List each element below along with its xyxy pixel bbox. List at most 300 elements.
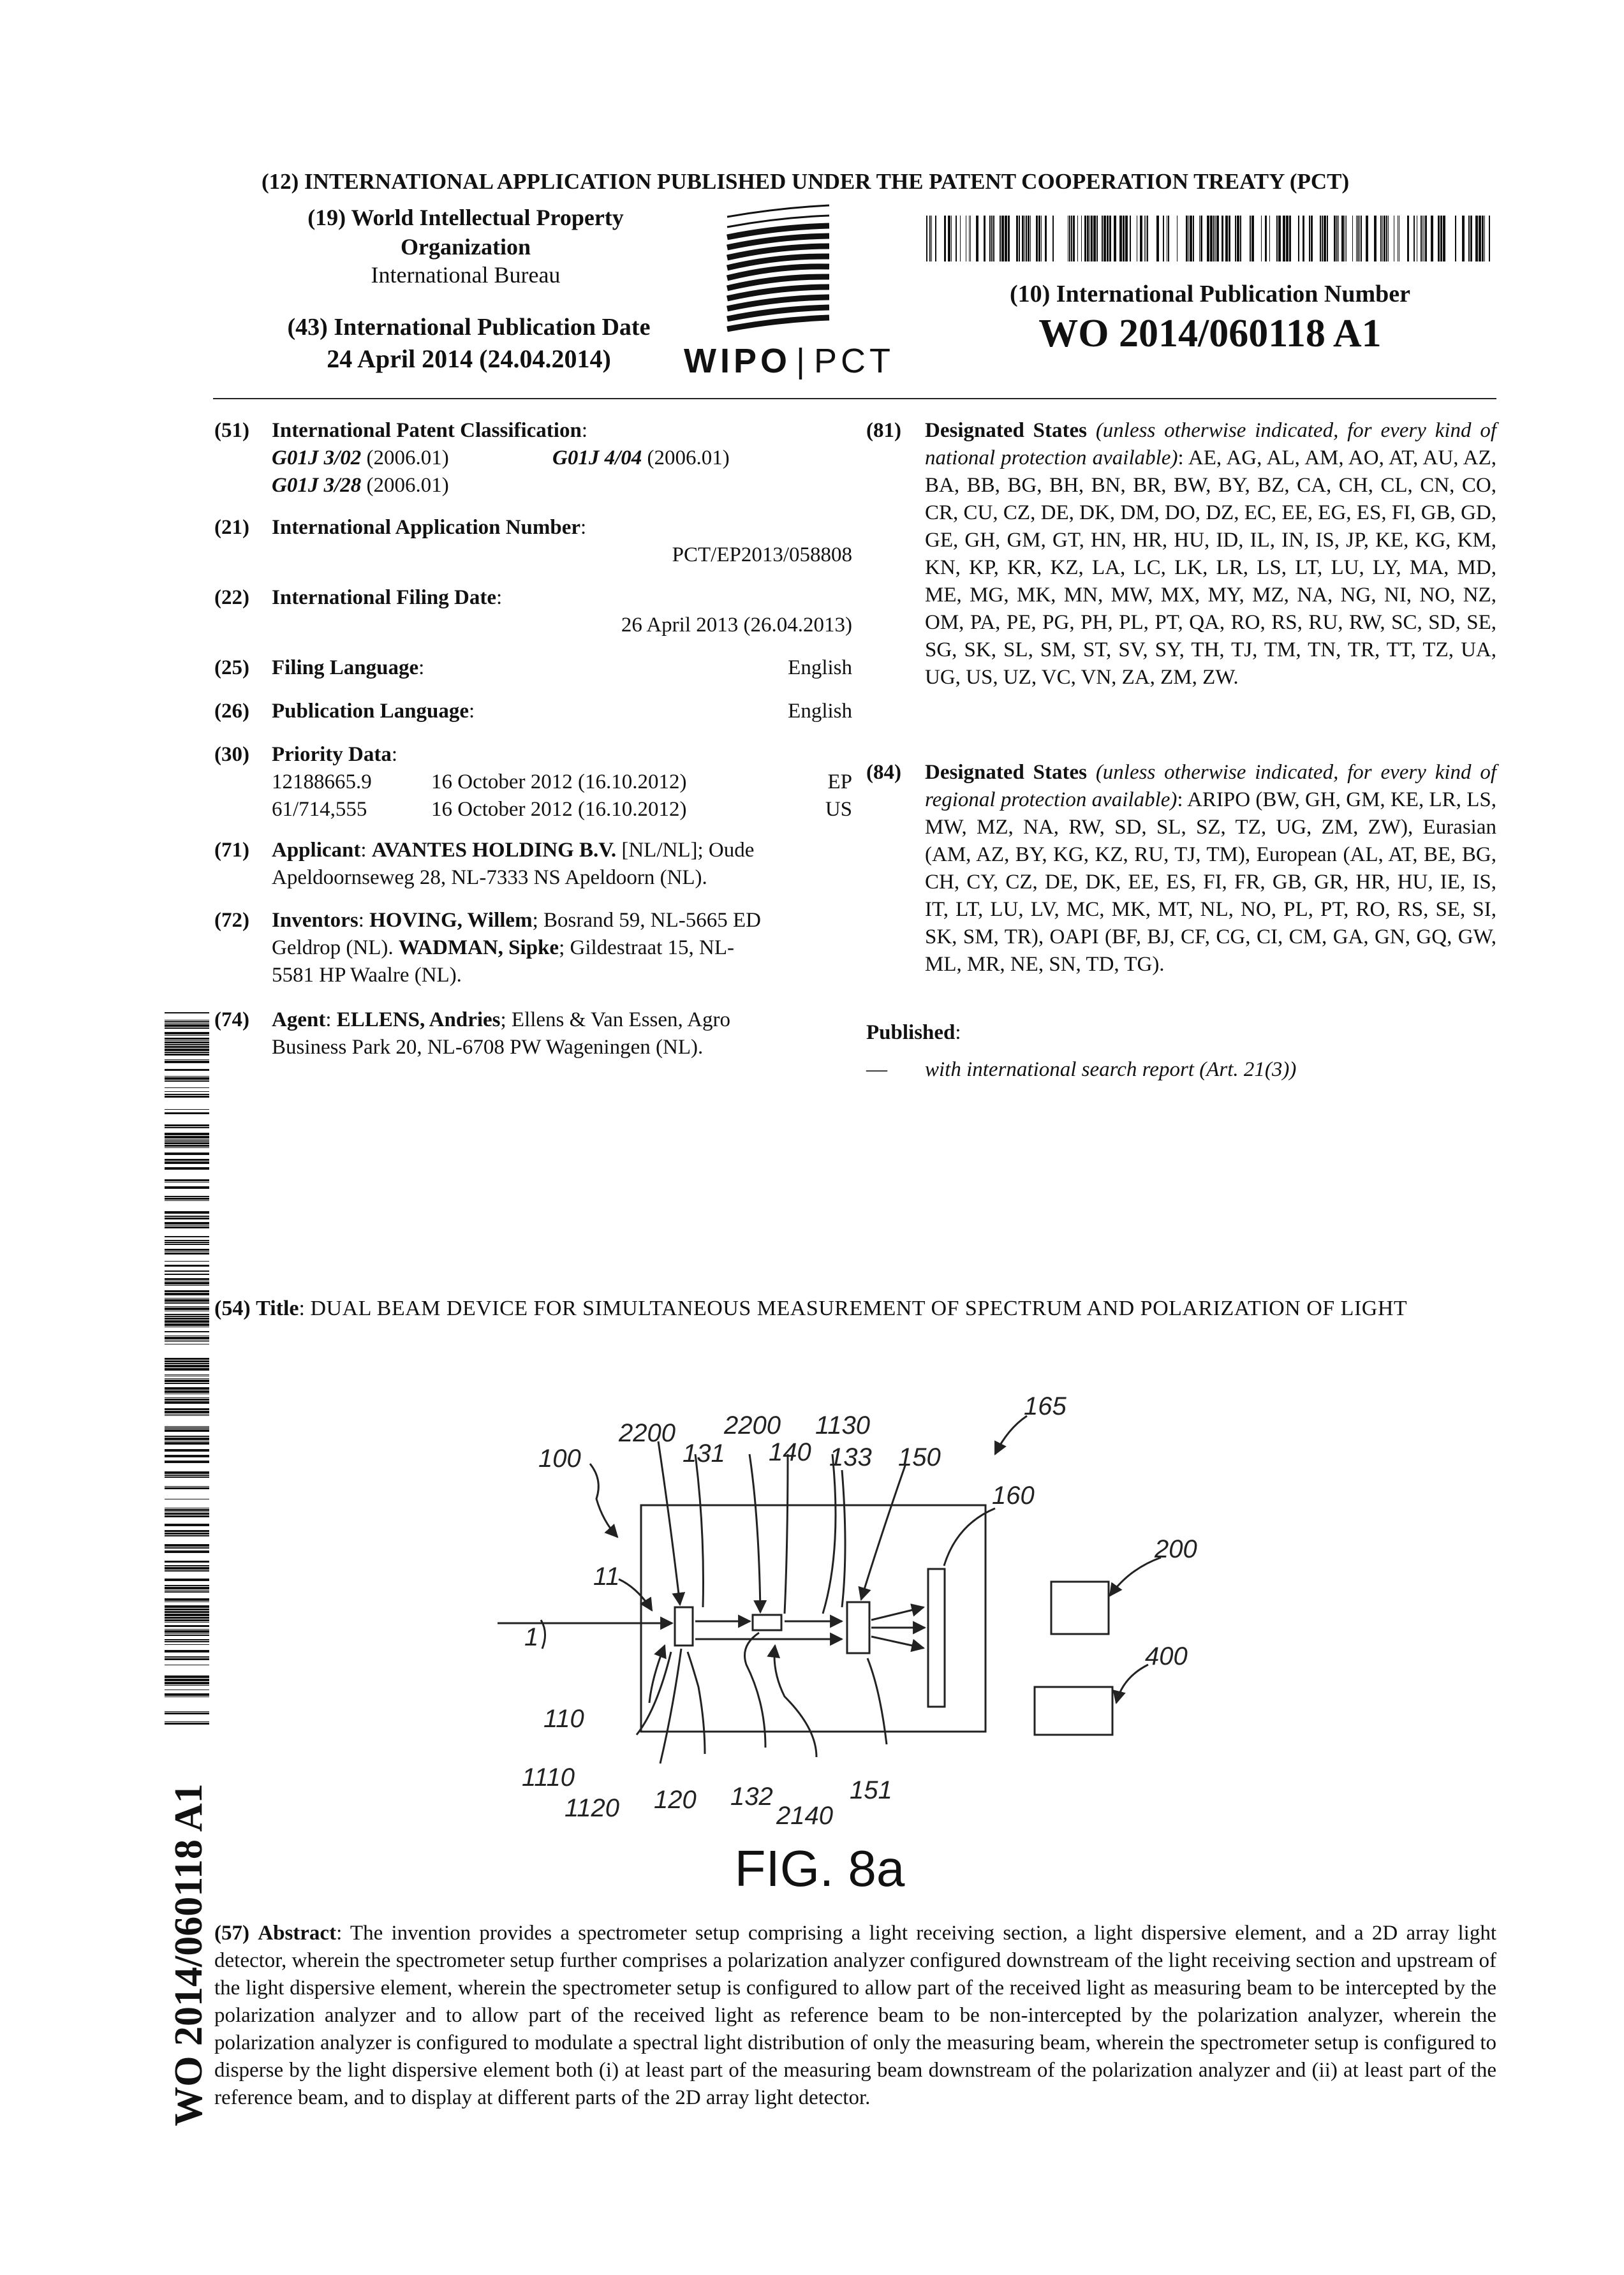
barcode-bar bbox=[1210, 216, 1213, 261]
ref-110: 110 bbox=[543, 1705, 584, 1733]
barcode-bar bbox=[1431, 216, 1433, 261]
barcode-bar bbox=[165, 1675, 209, 1678]
element-140 bbox=[753, 1615, 781, 1630]
barcode-bar bbox=[165, 1378, 209, 1379]
field-30-priority-data: (30) Priority Data: 12188665.9 16 October 2012 (16.10.2012) EP 61/714,555 16 October 2012 (16.10.2012) US bbox=[214, 741, 852, 824]
barcode-bar bbox=[1123, 216, 1125, 261]
org-line-1: (19) World Intellectual Property bbox=[307, 205, 624, 230]
ref-120: 120 bbox=[654, 1786, 697, 1814]
barcode-bar bbox=[1336, 216, 1338, 261]
barcode-bar bbox=[165, 1139, 209, 1140]
pub-date-value: 24 April 2014 (24.04.2014) bbox=[327, 344, 611, 373]
barcode-bar bbox=[165, 1550, 209, 1553]
barcode-bar bbox=[960, 216, 961, 261]
barcode-bar bbox=[165, 1179, 209, 1181]
org-line-2: Organization bbox=[401, 234, 531, 260]
barcode-bar bbox=[165, 1622, 209, 1623]
barcode-bar bbox=[165, 1644, 209, 1645]
logo-stripe bbox=[727, 318, 829, 329]
treaty-heading: (12) INTERNATIONAL APPLICATION PUBLISHED UNDER THE PATENT COOPERATION TREATY (PCT) bbox=[262, 169, 1350, 194]
barcode-bar bbox=[1071, 216, 1072, 261]
barcode-bar bbox=[984, 216, 985, 261]
barcode-bar bbox=[165, 1035, 209, 1036]
barcode-bar bbox=[1235, 216, 1236, 261]
wipo-pct-wordmark bbox=[684, 341, 920, 386]
barcode-bar bbox=[165, 1544, 209, 1547]
barcode-bar bbox=[1022, 216, 1024, 261]
barcode-bar bbox=[165, 1387, 209, 1390]
barcode-bar bbox=[165, 1318, 209, 1320]
leader-133 bbox=[842, 1470, 845, 1607]
leader-1130 bbox=[823, 1454, 836, 1614]
pub-date-label: (43) International Publication Date bbox=[287, 314, 651, 341]
leader-132 bbox=[745, 1633, 766, 1748]
published-dash: — bbox=[866, 1058, 887, 1081]
barcode-bar bbox=[165, 1561, 209, 1563]
barcode-bar bbox=[1366, 216, 1368, 261]
barcode-bar bbox=[165, 1408, 209, 1410]
barcode-bar bbox=[165, 1136, 209, 1138]
barcode-bar bbox=[165, 1027, 209, 1029]
beam-arrow bbox=[871, 1607, 924, 1620]
field-26-value: English bbox=[788, 700, 852, 723]
field-22-label: International Filing Date bbox=[272, 586, 496, 609]
barcode-bar bbox=[165, 1579, 209, 1581]
barcode-bar bbox=[1327, 216, 1328, 261]
field-22-value: 26 April 2013 (26.04.2013) bbox=[621, 614, 852, 637]
ipc-class-3-version: (2006.01) bbox=[366, 474, 449, 497]
barcode-bar bbox=[165, 1650, 209, 1653]
barcode-bar bbox=[1320, 216, 1321, 261]
priority-date: 16 October 2012 (16.10.2012) bbox=[431, 798, 687, 821]
field-25-num: (25) bbox=[214, 656, 249, 679]
published-label: Published bbox=[866, 1021, 956, 1044]
barcode-bar bbox=[165, 1270, 209, 1272]
barcode-bar bbox=[1357, 216, 1359, 261]
barcode-bar bbox=[165, 1080, 209, 1082]
field-74-agent: (74) Agent: ELLENS, Andries; Ellens & Van Essen, Agro Business Park 20, NL-6708 PW Wageningen (NL). bbox=[214, 1006, 852, 1064]
pub-number-label: (10) International Publication Number bbox=[1009, 281, 1411, 307]
ref-1110: 1110 bbox=[522, 1763, 575, 1792]
barcode-bar bbox=[1104, 216, 1106, 261]
barcode-bar bbox=[1309, 216, 1310, 261]
barcode-bar bbox=[165, 1390, 209, 1393]
barcode-bar bbox=[1269, 216, 1270, 261]
barcode-bar bbox=[165, 1619, 209, 1621]
barcode-bar bbox=[935, 216, 936, 261]
barcode-bar bbox=[165, 1449, 209, 1452]
figure-8a bbox=[485, 1390, 1403, 1869]
barcode-bar bbox=[1005, 216, 1007, 261]
barcode-bar bbox=[1462, 216, 1465, 261]
barcode-bar bbox=[165, 1429, 209, 1432]
barcode-bar bbox=[165, 1049, 209, 1051]
box-200 bbox=[1051, 1582, 1109, 1634]
field-72-inventors: (72) Inventors: HOVING, Willem; Bosrand 59, NL-5665 ED Geldrop (NL). WADMAN, Sipke; Gildestraat 15, NL- 5581 HP Waalre (NL). bbox=[214, 907, 852, 994]
barcode-bar bbox=[1038, 216, 1040, 261]
leader-160 bbox=[944, 1508, 995, 1566]
barcode-bar bbox=[165, 1023, 209, 1024]
barcode-bar bbox=[165, 1487, 209, 1489]
field-30-num: (30) bbox=[214, 743, 249, 766]
title-text: DUAL BEAM DEVICE FOR SIMULTANEOUS MEASUREMENT OF SPECTRUM AND POLARIZATION OF LIGHT bbox=[310, 1297, 1408, 1320]
field-72-label: Inventors bbox=[272, 909, 358, 932]
barcode-bar bbox=[1425, 216, 1427, 261]
barcode-bar bbox=[165, 1368, 209, 1371]
barcode-bar bbox=[993, 216, 994, 261]
leader-100 bbox=[590, 1464, 617, 1537]
barcode-bar bbox=[165, 1293, 209, 1295]
dispersive-element-150 bbox=[847, 1602, 869, 1653]
barcode-bar bbox=[1089, 216, 1090, 261]
field-54-num: (54) bbox=[214, 1297, 251, 1320]
ref-2200-b: 2200 bbox=[724, 1411, 781, 1439]
barcode-bar bbox=[165, 1127, 209, 1128]
barcode-bar bbox=[1489, 216, 1490, 261]
barcode-bar bbox=[1081, 216, 1082, 261]
barcode-bar bbox=[165, 1337, 209, 1339]
barcode-bar bbox=[1352, 216, 1353, 261]
barcode-bar bbox=[1140, 216, 1142, 261]
barcode-bar bbox=[1000, 216, 1001, 261]
barcode-bar bbox=[1443, 216, 1445, 261]
ipc-class-2-version: (2006.01) bbox=[647, 446, 730, 469]
barcode-bar bbox=[1215, 216, 1216, 261]
barcode-bar bbox=[165, 1261, 209, 1262]
leader-131 bbox=[695, 1454, 704, 1607]
barcode-bar bbox=[1276, 216, 1278, 261]
inventor-2-address: ; Gildestraat 15, NL- bbox=[559, 936, 734, 959]
published-item: with international search report (Art. 21(3)) bbox=[925, 1058, 1297, 1081]
barcode-bar bbox=[1188, 216, 1189, 261]
field-74-num: (74) bbox=[214, 1008, 249, 1031]
field-84-note: (unless otherwise indicated, for every kind of regional protection available) bbox=[925, 761, 1497, 811]
barcode-bar bbox=[165, 1340, 209, 1341]
ipc-class-3: G01J 3/28 bbox=[272, 474, 362, 497]
barcode-bar bbox=[165, 1096, 209, 1098]
barcode-bar bbox=[1261, 216, 1262, 261]
ref-151: 151 bbox=[850, 1776, 892, 1804]
barcode-bar bbox=[165, 1042, 209, 1043]
leader-2200b bbox=[749, 1454, 760, 1612]
barcode-bar bbox=[1484, 216, 1485, 261]
barcode-bar bbox=[1077, 216, 1078, 261]
barcode-bar bbox=[1322, 216, 1323, 261]
barcode-bar bbox=[1028, 216, 1030, 261]
barcode-bar bbox=[1084, 216, 1086, 261]
barcode-bar bbox=[1468, 216, 1470, 261]
barcode-bar bbox=[165, 1641, 209, 1642]
leader-110 bbox=[649, 1646, 665, 1703]
barcode-bar bbox=[944, 216, 946, 261]
ref-160: 160 bbox=[992, 1482, 1035, 1510]
barcode-bar bbox=[1030, 216, 1031, 261]
barcode-bar bbox=[1125, 216, 1128, 261]
barcode-bar bbox=[165, 1307, 209, 1310]
barcode-bar bbox=[165, 1285, 209, 1286]
barcode-bar bbox=[1087, 216, 1089, 261]
barcode-bar bbox=[1482, 216, 1484, 261]
barcode-bar bbox=[1251, 216, 1254, 261]
barcode-bar bbox=[165, 1635, 209, 1636]
barcode-bar bbox=[1470, 216, 1472, 261]
barcode-bar bbox=[165, 1515, 209, 1517]
barcode-bar bbox=[165, 1712, 209, 1714]
barcode-bar bbox=[165, 1475, 209, 1476]
barcode-bar bbox=[165, 1226, 209, 1228]
barcode-bar bbox=[1109, 216, 1111, 261]
applicant-name: AVANTES HOLDING B.V. bbox=[371, 839, 617, 862]
org-line-3: International Bureau bbox=[371, 262, 561, 288]
barcode-bar bbox=[970, 216, 971, 261]
barcode-bar bbox=[1199, 216, 1200, 261]
ref-1: 1 bbox=[524, 1623, 539, 1651]
barcode-bar bbox=[1240, 216, 1241, 261]
barcode-bar bbox=[1250, 216, 1251, 261]
agent-address-cont: Business Park 20, NL-6708 PW Wageningen (NL). bbox=[272, 1036, 704, 1059]
barcode-bar bbox=[165, 1383, 209, 1384]
barcode-bar bbox=[165, 1471, 209, 1474]
barcode-bar bbox=[1388, 216, 1389, 261]
barcode-bar bbox=[165, 1633, 209, 1634]
field-57-num: (57) bbox=[214, 1922, 249, 1945]
barcode-bar bbox=[1359, 216, 1360, 261]
barcode-bar bbox=[956, 216, 957, 261]
barcode-bar bbox=[165, 1533, 209, 1535]
barcode-bar bbox=[1019, 216, 1020, 261]
inventor-2-address-cont: 5581 HP Waalre (NL). bbox=[272, 964, 462, 987]
field-22-num: (22) bbox=[214, 586, 249, 609]
barcode-bar bbox=[1438, 216, 1440, 261]
priority-number: 61/714,555 bbox=[272, 798, 367, 821]
barcode-bar bbox=[165, 1044, 209, 1045]
barcode-bar bbox=[165, 1265, 209, 1267]
barcode-bar bbox=[165, 1299, 209, 1302]
barcode-bar bbox=[165, 1323, 209, 1326]
leader-165 bbox=[995, 1416, 1027, 1454]
barcode-bar bbox=[1225, 216, 1228, 261]
priority-office: US bbox=[825, 798, 852, 821]
barcode-bar bbox=[165, 1046, 209, 1048]
barcode-bar bbox=[165, 1341, 209, 1342]
barcode-bar bbox=[1016, 216, 1018, 261]
field-71-applicant: (71) Applicant: AVANTES HOLDING B.V. [NL/NL]; Oude Apeldoornseweg 28, NL-7333 NS Apeldoorn (NL). bbox=[214, 837, 852, 894]
barcode-bar bbox=[165, 1059, 209, 1060]
figure-caption: FIG. 8a bbox=[734, 1840, 905, 1897]
barcode-bar bbox=[1384, 216, 1385, 261]
ref-131: 131 bbox=[683, 1439, 725, 1468]
side-publication-number: WO 2014/060118 A1 bbox=[167, 1783, 210, 2126]
applicant-country: [NL/NL]; Oude bbox=[616, 839, 755, 862]
barcode-bar bbox=[165, 1290, 209, 1292]
field-54-label: Title bbox=[256, 1297, 299, 1320]
barcode-bar bbox=[165, 1253, 209, 1255]
priority-number: 12188665.9 bbox=[272, 770, 372, 793]
barcode-bar bbox=[1156, 216, 1159, 261]
barcode-bar bbox=[165, 1598, 209, 1601]
ipc-class-2: G01J 4/04 bbox=[552, 446, 642, 469]
barcode-bar bbox=[165, 1147, 209, 1148]
ipc-class-1: G01J 3/02 bbox=[272, 446, 362, 469]
barcode-bar bbox=[165, 1124, 209, 1126]
field-26-publication-language: (26) Publication Language: English bbox=[214, 698, 852, 727]
barcode-bar bbox=[165, 1399, 209, 1401]
field-21-num: (21) bbox=[214, 516, 249, 539]
field-21-application-number: (21) International Application Number: PCT/EP2013/058808 bbox=[214, 514, 852, 571]
leader-140 bbox=[785, 1454, 788, 1614]
published-heading: Published: bbox=[866, 1021, 961, 1044]
barcode-bar bbox=[1382, 216, 1383, 261]
barcode-bar bbox=[165, 1094, 209, 1095]
barcode-bar bbox=[165, 1436, 209, 1437]
field-26-num: (26) bbox=[214, 700, 249, 723]
barcode-bar bbox=[165, 1211, 209, 1214]
barcode-bar bbox=[1069, 216, 1070, 261]
field-25-filing-language: (25) Filing Language: English bbox=[214, 654, 852, 684]
barcode-bar bbox=[165, 1112, 209, 1114]
barcode-bar bbox=[165, 1077, 209, 1080]
barcode-bar bbox=[165, 1411, 209, 1413]
barcode-bar bbox=[165, 1200, 209, 1201]
barcode-bar bbox=[1130, 216, 1131, 261]
barcode-bar bbox=[165, 1625, 209, 1627]
barcode-bar bbox=[1455, 216, 1456, 261]
barcode-bar bbox=[165, 1723, 209, 1725]
barcode-bar bbox=[165, 1656, 209, 1658]
barcode-bar bbox=[1114, 216, 1116, 261]
barcode-bar bbox=[165, 1426, 209, 1427]
field-84-states: ARIPO (BW, GH, GM, KE, LR, LS, MW, MZ, NA, RW, SD, SL, SZ, TZ, UG, ZM, ZW), Eurasian (AM, AZ, BY, KG, KZ, RU, TJ, TM), European (AL, AT, BE, BG, CH, CY, CZ, DE, DK, EE, ES, FI, FR, GB, GR, HR, HU, IE, IS, IT, LT, LU, LV, MC, MK, MT, NL, NO, PL, PT, RO, RS, SE, SI, SK, SM, TR), OAPI (BF, BJ, CF, CG, CI, CM, GA, GN, GQ, GW, ML, MR, NE, SN, TD, TG). bbox=[925, 788, 1496, 976]
field-71-label: Applicant bbox=[272, 839, 361, 862]
barcode-bar bbox=[951, 216, 952, 261]
barcode-bar bbox=[165, 1358, 209, 1360]
barcode-bar bbox=[165, 1611, 209, 1613]
barcode-bar bbox=[1093, 216, 1096, 261]
barcode-bar bbox=[165, 1159, 209, 1161]
barcode-bar bbox=[165, 1401, 209, 1404]
ref-132: 132 bbox=[730, 1783, 773, 1811]
barcode-bar bbox=[1207, 216, 1209, 261]
barcode-bar bbox=[1386, 216, 1387, 261]
barcode-bar bbox=[165, 1244, 209, 1245]
ref-1130: 1130 bbox=[815, 1411, 871, 1439]
barcode-bar bbox=[165, 1374, 209, 1375]
barcode-bar bbox=[165, 1012, 209, 1013]
barcode-bar bbox=[969, 216, 970, 261]
barcode-bar bbox=[165, 1061, 209, 1063]
barcode-bar bbox=[165, 1316, 209, 1317]
barcode-bar bbox=[165, 1145, 209, 1147]
barcode-bar bbox=[165, 1591, 209, 1593]
barcode-bar bbox=[165, 1218, 209, 1219]
barcode-bar bbox=[165, 1024, 209, 1027]
field-81-states: AE, AG, AL, AM, AO, AT, AU, AZ, BA, BB, BG, BH, BN, BR, BW, BY, BZ, CA, CH, CL, CN, CO, CR, CU, CZ, DE, DK, DM, DO, DZ, EC, EE, EG, ES, FI, GB, GD, GE, GH, GM, GT, HN, HR, HU, ID, IL, IN, IS, JP, KE, KG, KM, KN, KP, KR, KZ, LA, LC, LK, LR, LS, LT, LU, LY, MA, MD, ME, MG, MK, MN, MW, MX, MY, MZ, NA, NG, NI, NO, NZ, OM, PA, PE, PG, PH, PL, PT, QA, RO, RS, RU, RW, SC, SD, SE, SG, SK, SL, SM, ST, SV, SY, TH, TJ, TM, TN, TR, TT, TZ, UA, UG, US, UZ, VC, VN, ZA, ZM, ZW. bbox=[925, 446, 1496, 689]
barcode-bar bbox=[165, 1442, 209, 1445]
barcode-bar bbox=[1229, 216, 1230, 261]
leader-400 bbox=[1116, 1665, 1148, 1703]
field-81-note: (unless otherwise indicated, for every kind of national protection available) bbox=[925, 419, 1497, 469]
barcode-bar bbox=[1008, 216, 1010, 261]
barcode-bar bbox=[165, 1629, 209, 1630]
side-barcode bbox=[165, 1008, 209, 1728]
barcode-bar bbox=[165, 1509, 209, 1511]
field-22-filing-date: (22) International Filing Date: 26 April 2013 (26.04.2013) bbox=[214, 584, 852, 642]
barcode-bar bbox=[1200, 216, 1202, 261]
barcode-bar bbox=[165, 1438, 209, 1440]
ref-11: 11 bbox=[593, 1563, 620, 1591]
ref-2140: 2140 bbox=[776, 1802, 833, 1830]
barcode-bar bbox=[1041, 216, 1042, 261]
field-25-label: Filing Language bbox=[272, 656, 419, 679]
field-26-label: Publication Language bbox=[272, 700, 469, 723]
field-84-num: (84) bbox=[866, 761, 901, 784]
header-rule bbox=[213, 398, 1496, 399]
barcode-bar bbox=[1479, 216, 1481, 261]
barcode-bar bbox=[1361, 216, 1362, 261]
barcode-bar bbox=[931, 216, 932, 261]
barcode-bar bbox=[1334, 216, 1336, 261]
barcode-bar bbox=[165, 1605, 209, 1608]
ref-200: 200 bbox=[1155, 1535, 1197, 1563]
barcode-bar bbox=[1346, 216, 1347, 261]
barcode-bar bbox=[165, 1091, 209, 1092]
barcode-bar bbox=[1026, 216, 1027, 261]
field-71-num: (71) bbox=[214, 839, 249, 862]
barcode-bar bbox=[165, 1298, 209, 1299]
barcode-bar bbox=[165, 1363, 209, 1364]
barcode-bar bbox=[165, 1476, 209, 1478]
barcode-bar bbox=[165, 1109, 209, 1110]
top-barcode bbox=[926, 216, 1494, 261]
field-51-classification: (51) International Patent Classification: G01J 3/02 (2006.01) G01J 4/04 (2006.01) G01J 3/28 (2006.01) bbox=[214, 417, 852, 500]
barcode-bar bbox=[165, 1365, 209, 1367]
barcode-bar bbox=[165, 1133, 209, 1135]
agent-name: ELLENS, Andries bbox=[336, 1008, 501, 1031]
barcode-bar bbox=[1144, 216, 1145, 261]
barcode-bar bbox=[165, 1140, 209, 1142]
barcode-bar bbox=[1414, 216, 1415, 261]
field-74-label: Agent bbox=[272, 1008, 326, 1031]
logo-separator: | bbox=[796, 342, 809, 380]
wipo-text: WIPO bbox=[684, 342, 791, 380]
barcode-bar bbox=[165, 1535, 209, 1536]
inventor-1-address: ; Bosrand 59, NL-5665 ED bbox=[532, 909, 761, 932]
abstract-text: The invention provides a spectrometer setup comprising a light receiving section, a light dispersive element, and a 2D array light detector, wherein the spectrometer setup further comprises a polarization analyzer configured downstream of the light receiving section and upstream of the light dispersive element, wherein the spectrometer setup is configured to allow part of the received light as measuring beam to be intercepted by the polarization analyzer and to allow part of the received light as reference beam to be non-intercepted by the polarization analyzer, wherein the polarization analyzer is configured to modulate a spectral light distribution of only the measuring beam, wherein the spectrometer setup is configured to disperse by the light dispersive element both (i) at least part of the measuring beam downstream of the polarization analyzer and (ii) at least part of the reference beam, and to display at different parts of the 2D array light detector. bbox=[214, 1922, 1497, 2109]
field-30-label: Priority Data bbox=[272, 743, 392, 766]
barcode-bar bbox=[1045, 216, 1047, 261]
barcode-bar bbox=[165, 1142, 209, 1144]
barcode-bar bbox=[165, 1167, 209, 1170]
barcode-bar bbox=[1265, 216, 1267, 261]
priority-office: EP bbox=[827, 770, 852, 793]
barcode-bar bbox=[1193, 216, 1194, 261]
field-81-label: Designated States bbox=[925, 419, 1087, 442]
ref-100: 100 bbox=[538, 1445, 581, 1473]
barcode-bar bbox=[1036, 216, 1038, 261]
barcode-bar bbox=[1237, 216, 1239, 261]
barcode-bar bbox=[165, 1087, 209, 1088]
barcode-bar bbox=[1356, 216, 1357, 261]
barcode-bar bbox=[165, 1054, 209, 1056]
barcode-bar bbox=[165, 1397, 209, 1398]
field-54-title: (54) Title: DUAL BEAM DEVICE FOR SIMULTANEOUS MEASUREMENT OF SPECTRUM AND POLARIZATION OF LIGHT bbox=[214, 1297, 1408, 1320]
leader-150 bbox=[861, 1464, 906, 1600]
barcode-bar bbox=[165, 1617, 209, 1619]
ref-2200-a: 2200 bbox=[619, 1419, 675, 1447]
beam-arrow bbox=[871, 1637, 924, 1648]
barcode-bar bbox=[1440, 216, 1442, 261]
barcode-bar bbox=[165, 1721, 209, 1722]
